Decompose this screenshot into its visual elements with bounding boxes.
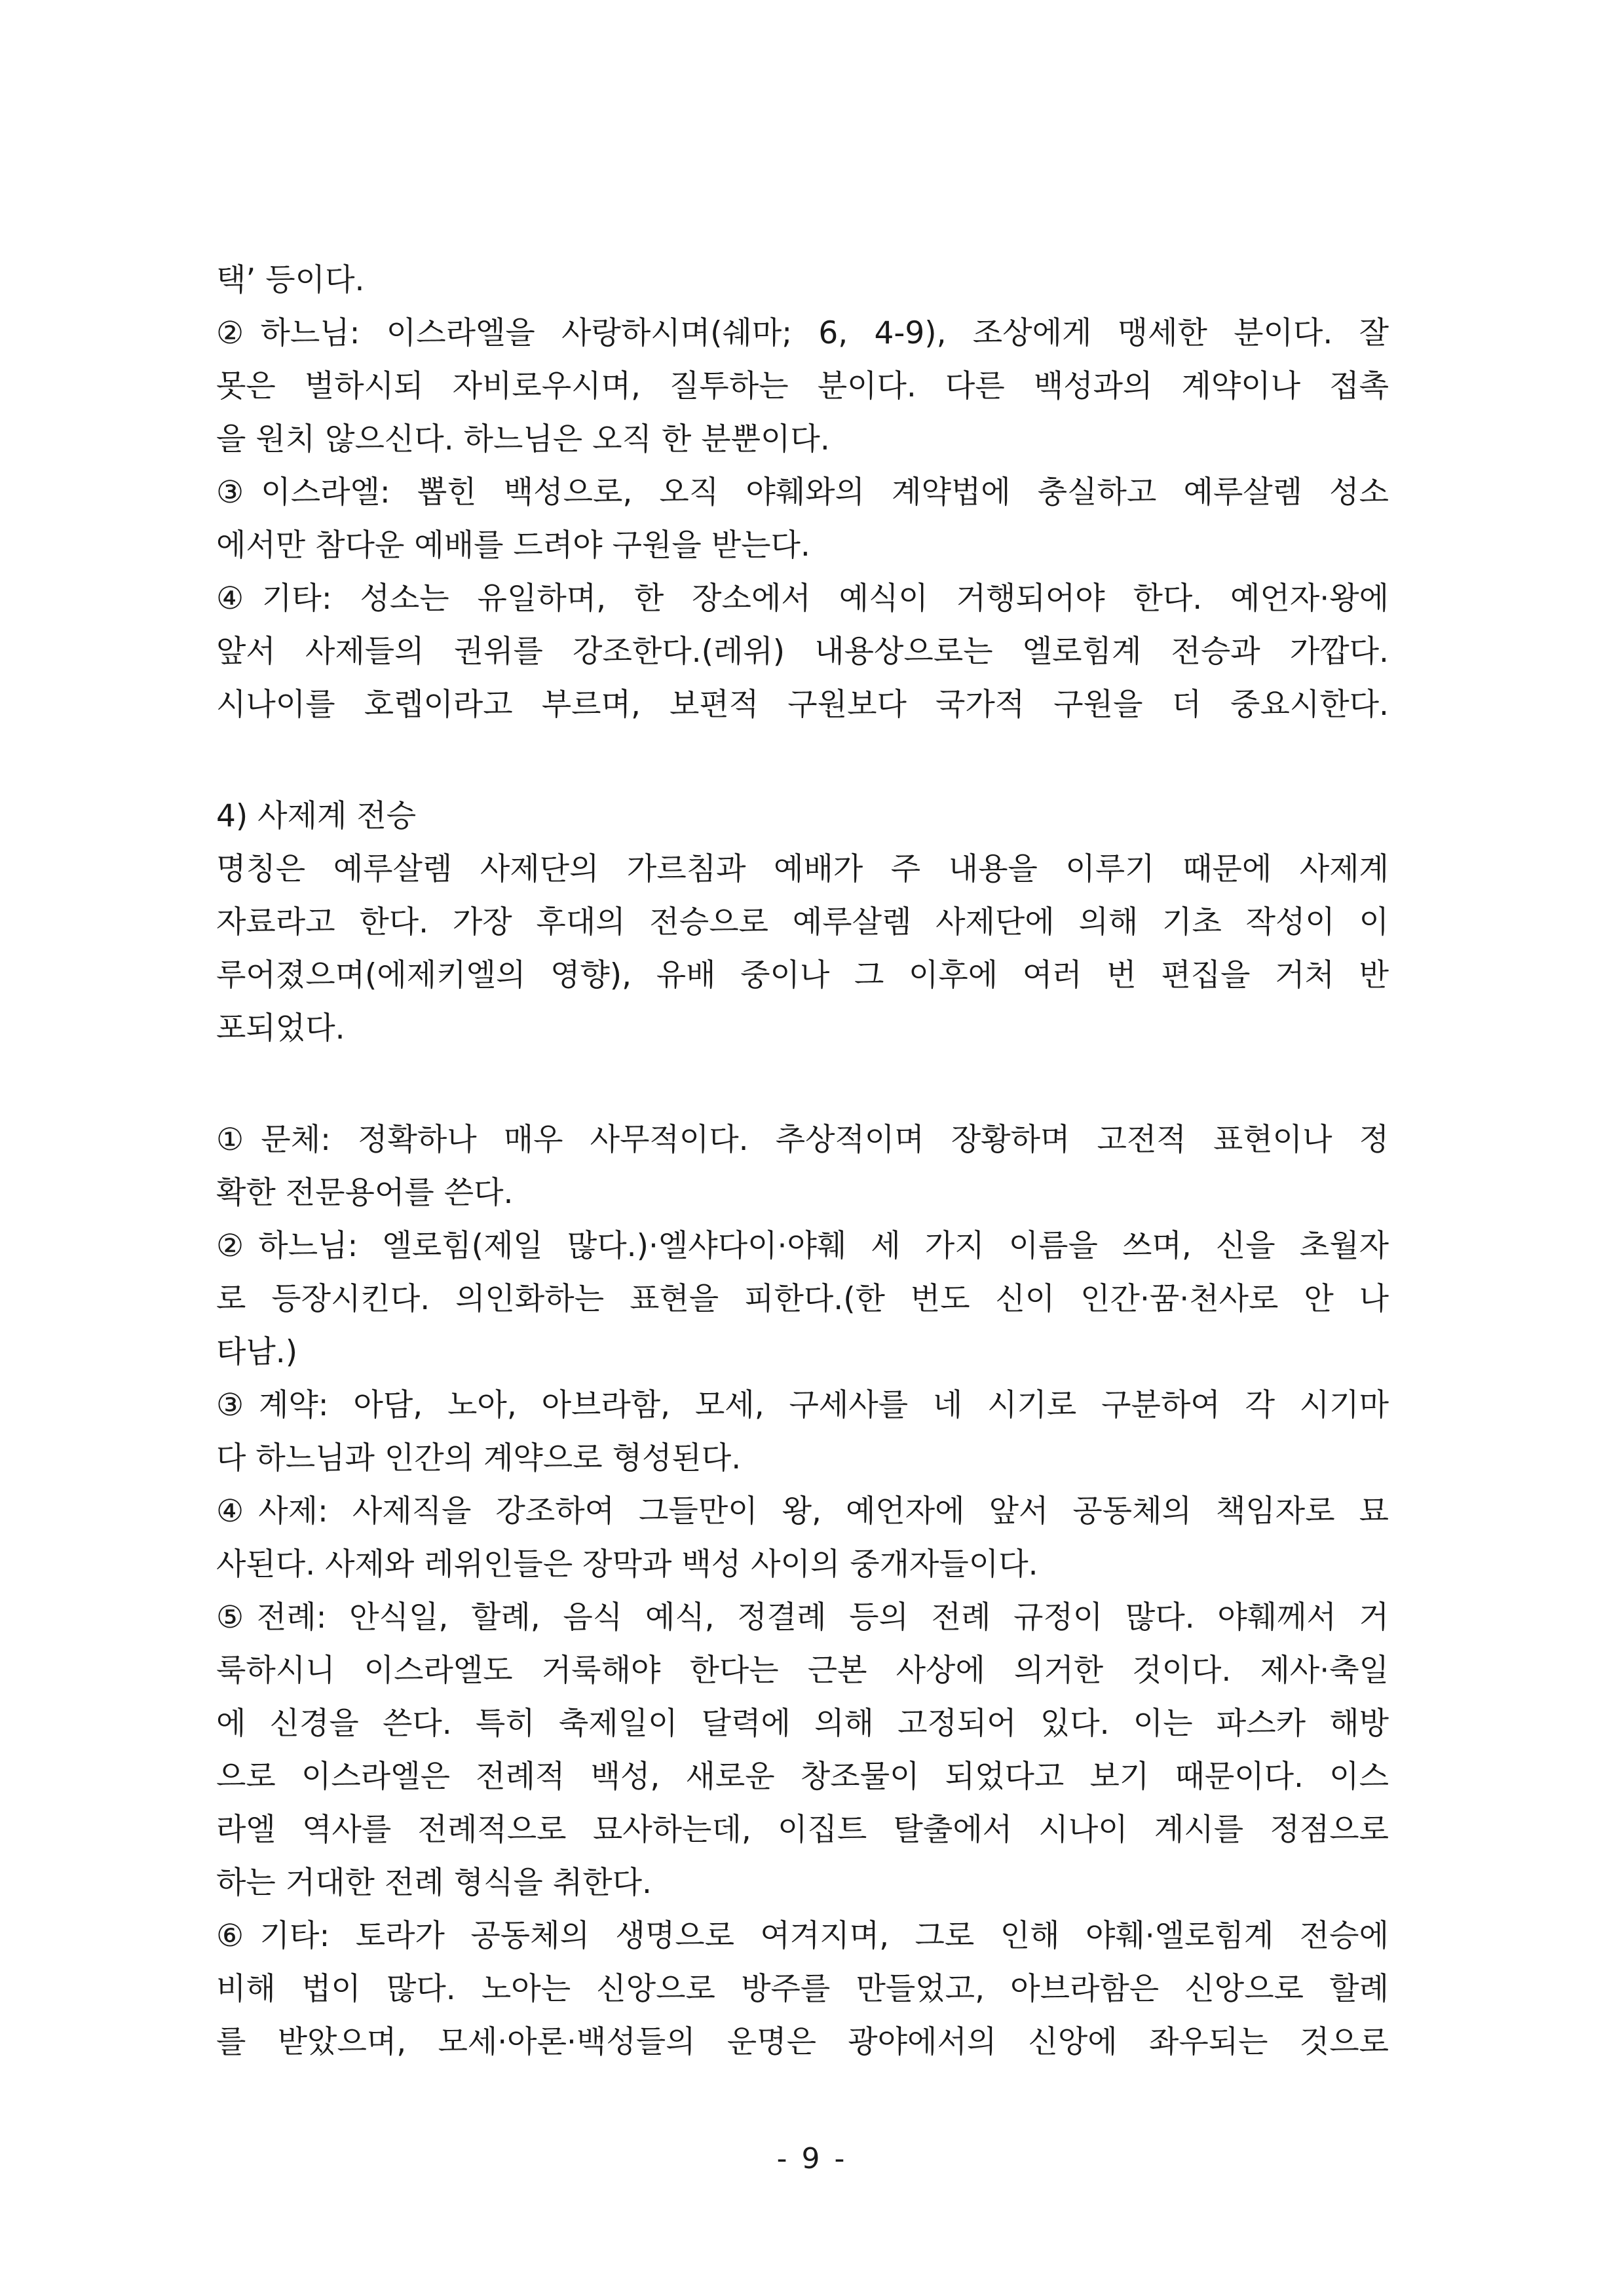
- text-line: 시나이를 호렙이라고 부르며, 보편적 구원보다 국가적 구원을 더 중요시한다.: [216, 687, 1389, 723]
- text-line: 를 받았으며, 모세·아론·백성들의 운명은 광야에서의 신앙에 좌우되는 것으로: [216, 2024, 1389, 2060]
- text-line: 에 신경을 쓴다. 특히 축제일이 달력에 의해 고정되어 있다. 이는 파스카 해방: [216, 1706, 1389, 1742]
- text-line: 을 원치 않으신다. 하느님은 오직 한 분뿐이다.: [216, 421, 830, 457]
- text-line: 에서만 참다운 예배를 드려야 구원을 받는다.: [216, 527, 810, 564]
- text-line: 명칭은 예루살렘 사제단의 가르침과 예배가 주 내용을 이루기 때문에 사제계: [216, 851, 1389, 887]
- text-line: 앞서 사제들의 권위를 강조한다.(레위) 내용상으로는 엘로힘계 전승과 가깝다.: [216, 634, 1389, 670]
- text-line: 비해 법이 많다. 노아는 신앙으로 방주를 만들었고, 아브라함은 신앙으로 할례: [216, 1971, 1389, 2007]
- text-line: 자료라고 한다. 가장 후대의 전승으로 예루살렘 사제단에 의해 기초 작성이 이: [216, 904, 1389, 940]
- text-line: ②하느님: 엘로힘(제일 많다.)·엘샤다이·야훼 세 가지 이름을 쓰며, 신을 초월자: [216, 1228, 1389, 1264]
- text-line: 으로 이스라엘은 전례적 백성, 새로운 창조물이 되었다고 보기 때문이다. 이스: [216, 1759, 1389, 1795]
- text-line: 루어졌으며(에제키엘의 영향), 유배 중이나 그 이후에 여러 번 편집을 거처 반: [216, 957, 1389, 993]
- text-line: 로 등장시킨다. 의인화하는 표현을 피한다.(한 번도 신이 인간·꿈·천사로 안 나: [216, 1281, 1389, 1317]
- text-line: ③이스라엘: 뽑힌 백성으로, 오직 야훼와의 계약법에 충실하고 예루살렘 성소: [216, 474, 1389, 510]
- text-line: 룩하시니 이스라엘도 거룩해야 한다는 근본 사상에 의거한 것이다. 제사·축일: [216, 1653, 1389, 1689]
- text-line: 확한 전문용어를 쓴다.: [216, 1175, 514, 1211]
- text-line: ④사제: 사제직을 강조하여 그들만이 왕, 예언자에 앞서 공동체의 책임자로 묘: [216, 1493, 1389, 1529]
- page-number: - 9 -: [776, 2142, 848, 2175]
- text-line: ②하느님: 이스라엘을 사랑하시며(쉐마; 6, 4-9), 조상에게 맹세한 분이다. 잘: [216, 315, 1389, 351]
- section-heading: 4) 사제계 전승: [216, 798, 417, 834]
- text-line: 다 하느님과 인간의 계약으로 형성된다.: [216, 1440, 742, 1476]
- text-line: ③계약: 아담, 노아, 아브라함, 모세, 구세사를 네 시기로 구분하여 각 시기마: [216, 1387, 1389, 1423]
- text-line: ⑥기타: 토라가 공동체의 생명으로 여겨지며, 그로 인해 야훼·엘로힘계 전승에: [216, 1918, 1389, 1954]
- text-line: 택’ 등이다.: [216, 262, 365, 298]
- text-line: 사된다. 사제와 레위인들은 장막과 백성 사이의 중개자들이다.: [216, 1546, 1038, 1582]
- text-line: ①문체: 정확하나 매우 사무적이다. 추상적이며 장황하며 고전적 표현이나 정: [216, 1122, 1389, 1158]
- text-line: 포되었다.: [216, 1010, 345, 1046]
- text-line: 타남.): [216, 1334, 298, 1370]
- text-line: 못은 벌하시되 자비로우시며, 질투하는 분이다. 다른 백성과의 계약이나 접촉: [216, 368, 1389, 404]
- text-line: 라엘 역사를 전례적으로 묘사하는데, 이집트 탈출에서 시나이 계시를 정점으로: [216, 1812, 1389, 1848]
- text-line: ④기타: 성소는 유일하며, 한 장소에서 예식이 거행되어야 한다. 예언자·왕에: [216, 581, 1389, 617]
- text-line: ⑤전례: 안식일, 할례, 음식 예식, 정결례 등의 전례 규정이 많다. 야훼께서 거: [216, 1599, 1389, 1636]
- text-line: 하는 거대한 전례 형식을 취한다.: [216, 1865, 652, 1901]
